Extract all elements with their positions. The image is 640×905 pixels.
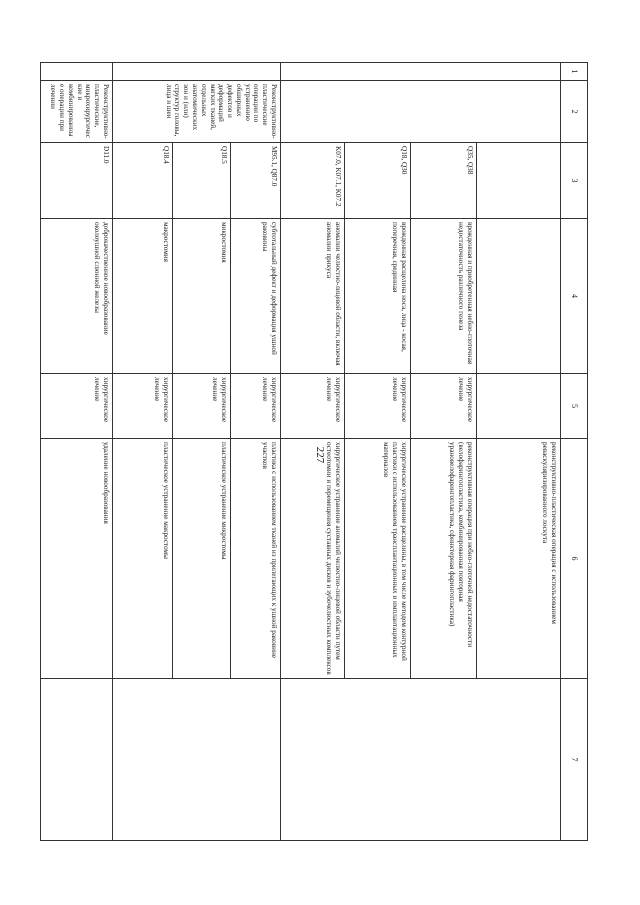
cell-col-4: макростомия <box>113 219 173 374</box>
cell-col-7 <box>41 679 113 841</box>
cell-col-6: реконструктивно-пластическая операция с использованием реваскуляризированного лоскута <box>477 439 561 679</box>
cell-col-4 <box>477 219 561 374</box>
cell-col-6: пластика с использованием тканей из прилегающих к ушной раковине участков <box>231 439 281 679</box>
cell-col-2: Реконструктивно-пластические, микрохирургические и комбинированные операции при лечении <box>41 81 113 143</box>
cell-col-5: хирургическое лечение <box>173 374 231 439</box>
cell-col-6: хирургическое устранение расщелины, в том числе методом контурной пластики с использованием трансплантационных и имплантационных материалов <box>345 439 411 679</box>
cell-col-1 <box>281 63 561 81</box>
cell-col-7 <box>281 679 561 841</box>
header-col-3: 3 <box>561 143 588 219</box>
cell-col-1 <box>113 63 281 81</box>
cell-col-1 <box>41 63 113 81</box>
cell-col-5: хирургическое лечение <box>231 374 281 439</box>
header-col-2: 2 <box>561 81 588 143</box>
cell-col-7 <box>113 679 281 841</box>
cell-col-2 <box>281 81 561 143</box>
rotated-page <box>49 62 588 840</box>
cell-col-6: реконструктивная операция при небно-глоточной недостаточности (велофарингопластика, комбинированная повторная урановелофарингопластика, сфинктерная фарингопластика) <box>411 439 477 679</box>
cell-col-3: M95.1, Q87.0 <box>231 143 281 219</box>
header-col-4: 4 <box>561 219 588 374</box>
cell-col-4: врожденная и приобретенная небно-глоточная недостаточность различного генеза <box>411 219 477 374</box>
medical-procedures-table <box>40 62 588 841</box>
header-row <box>561 63 588 841</box>
cell-col-6: пластическое устранение микростомы <box>173 439 231 679</box>
header-col-6: 6 <box>561 439 588 679</box>
cell-col-5: хирургическое лечение <box>281 374 345 439</box>
cell-col-4: врожденная расщелина носа, лица - косая, поперечная, срединная <box>345 219 411 374</box>
header-col-7: 7 <box>561 679 588 841</box>
cell-col-4: доброкачественное новообразование околоушной слюнной железы <box>41 219 113 374</box>
cell-col-2: Реконструктивно-пластические операции по устранению обширных дефектов и деформаций мягких тканей, отдельных анатомических зон и (или) структур головы, лица и шеи <box>113 81 281 143</box>
cell-col-3 <box>477 143 561 219</box>
cell-col-5: хирургическое лечение <box>41 374 113 439</box>
cell-col-5 <box>477 374 561 439</box>
cell-col-6: хирургическое устранение аномалий челюстно-лицевой области путем остеотомии и перемещения суставных дисков и зубочелюстных комплексов <box>281 439 345 679</box>
cell-col-3: Q18.4 <box>113 143 173 219</box>
cell-col-3: Q35, Q38 <box>411 143 477 219</box>
cell-col-6: удаление новообразования <box>41 439 113 679</box>
cell-col-6: пластическое устранение макростомы <box>113 439 173 679</box>
table-row <box>231 63 281 841</box>
table-row <box>41 63 113 841</box>
header-col-1: 1 <box>561 63 588 81</box>
cell-col-3: D11.0 <box>41 143 113 219</box>
cell-col-4: микростомия <box>173 219 231 374</box>
table-row <box>477 63 561 841</box>
cell-col-3: Q18, Q30 <box>345 143 411 219</box>
cell-col-5: хирургическое лечение <box>345 374 411 439</box>
cell-col-5: хирургическое лечение <box>411 374 477 439</box>
table-container <box>49 62 588 840</box>
cell-col-4: субтотальный дефект и деформация ушной раковины <box>231 219 281 374</box>
cell-col-3: Q18.5 <box>173 143 231 219</box>
header-col-5: 5 <box>561 374 588 439</box>
cell-col-4: аномалии челюстно-лицевой области, включая аномалии прикуса <box>281 219 345 374</box>
cell-col-5: хирургическое лечение <box>113 374 173 439</box>
page-number: 227 <box>314 446 326 464</box>
cell-col-3: K07.0, K07.1, K07.2 <box>281 143 345 219</box>
